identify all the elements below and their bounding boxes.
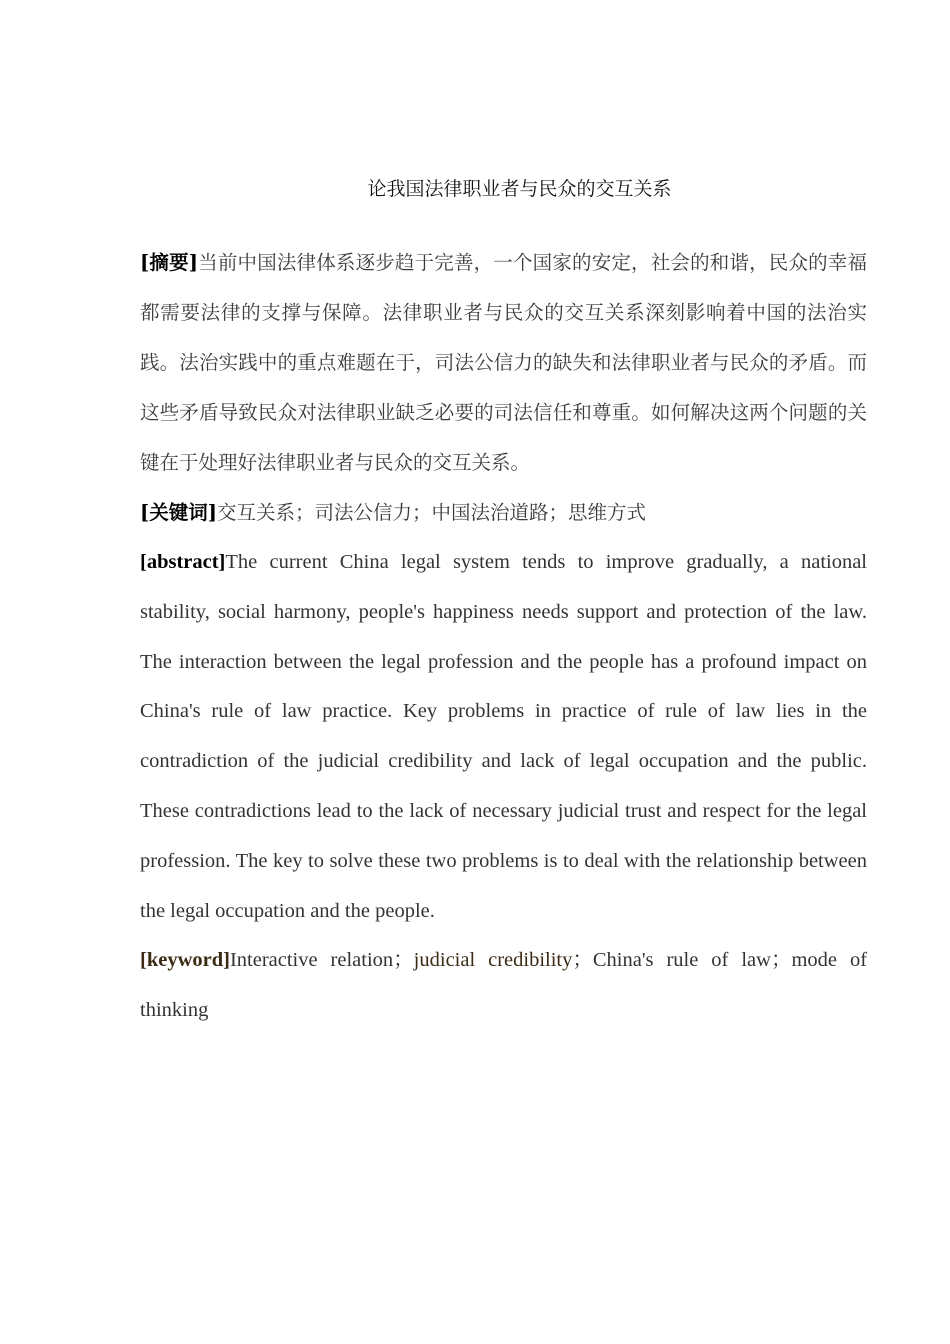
keywords-cn-label: [关键词] — [140, 501, 217, 524]
keywords-en-label: [keyword] — [140, 949, 230, 972]
keyword-separator-2: ； — [572, 949, 593, 972]
keyword-item-4: mode of thinking — [140, 949, 868, 1022]
abstract-en-label: [abstract] — [140, 551, 226, 573]
document-title: 论我国法律职业者与民众的交互关系 — [367, 178, 672, 200]
abstract-en — [140, 538, 867, 936]
abstract-cn-text: 当前中国法律体系逐步趋于完善，一个国家的安定，社会的和谐，民众的幸福都需要法律的支撑与保障。法律职业者与民众的交互关系深刻影响着中国的法治实践。法治实践中的重点难题在于，司法公信力的缺失和法律职业者与民众的矛盾。而这些矛盾导致民众对法律职业缺乏必要的司法信任和尊重。如何解决这两个问题的关键在于处理好法律职业者与民众的交互关系。 — [140, 251, 867, 474]
document-body — [140, 238, 867, 1036]
keywords-en — [140, 936, 867, 1036]
keywords-cn-text: 交互关系；司法公信力；中国法治道路；思维方式 — [216, 501, 646, 524]
keyword-item-2: judicial credibility — [413, 949, 573, 972]
keywords-cn — [140, 488, 867, 538]
abstract-cn-label: [摘要] — [140, 251, 198, 274]
abstract-cn — [140, 238, 867, 488]
keyword-separator-1: ； — [393, 949, 414, 972]
keyword-item-1: Interactive relation — [229, 949, 394, 972]
abstract-en-text: The current China legal system tends to improve gradually, a national stability, social harmony, people's happiness needs support and protection of the law. The interaction between the legal profession and the people has a profound impact on China's rule of law practice. Key problems in practice of rule of law lies in the contradiction of the judicial credibility and lack of legal occupation and the public. These contradictions lead to the lack of necessary judicial trust and respect for the legal profession. The key to solve these two problems is to deal with the relationship between the legal occupation and the people. — [140, 551, 867, 922]
keyword-item-3: China's rule of law — [592, 949, 771, 972]
keyword-separator-3: ； — [770, 949, 792, 972]
